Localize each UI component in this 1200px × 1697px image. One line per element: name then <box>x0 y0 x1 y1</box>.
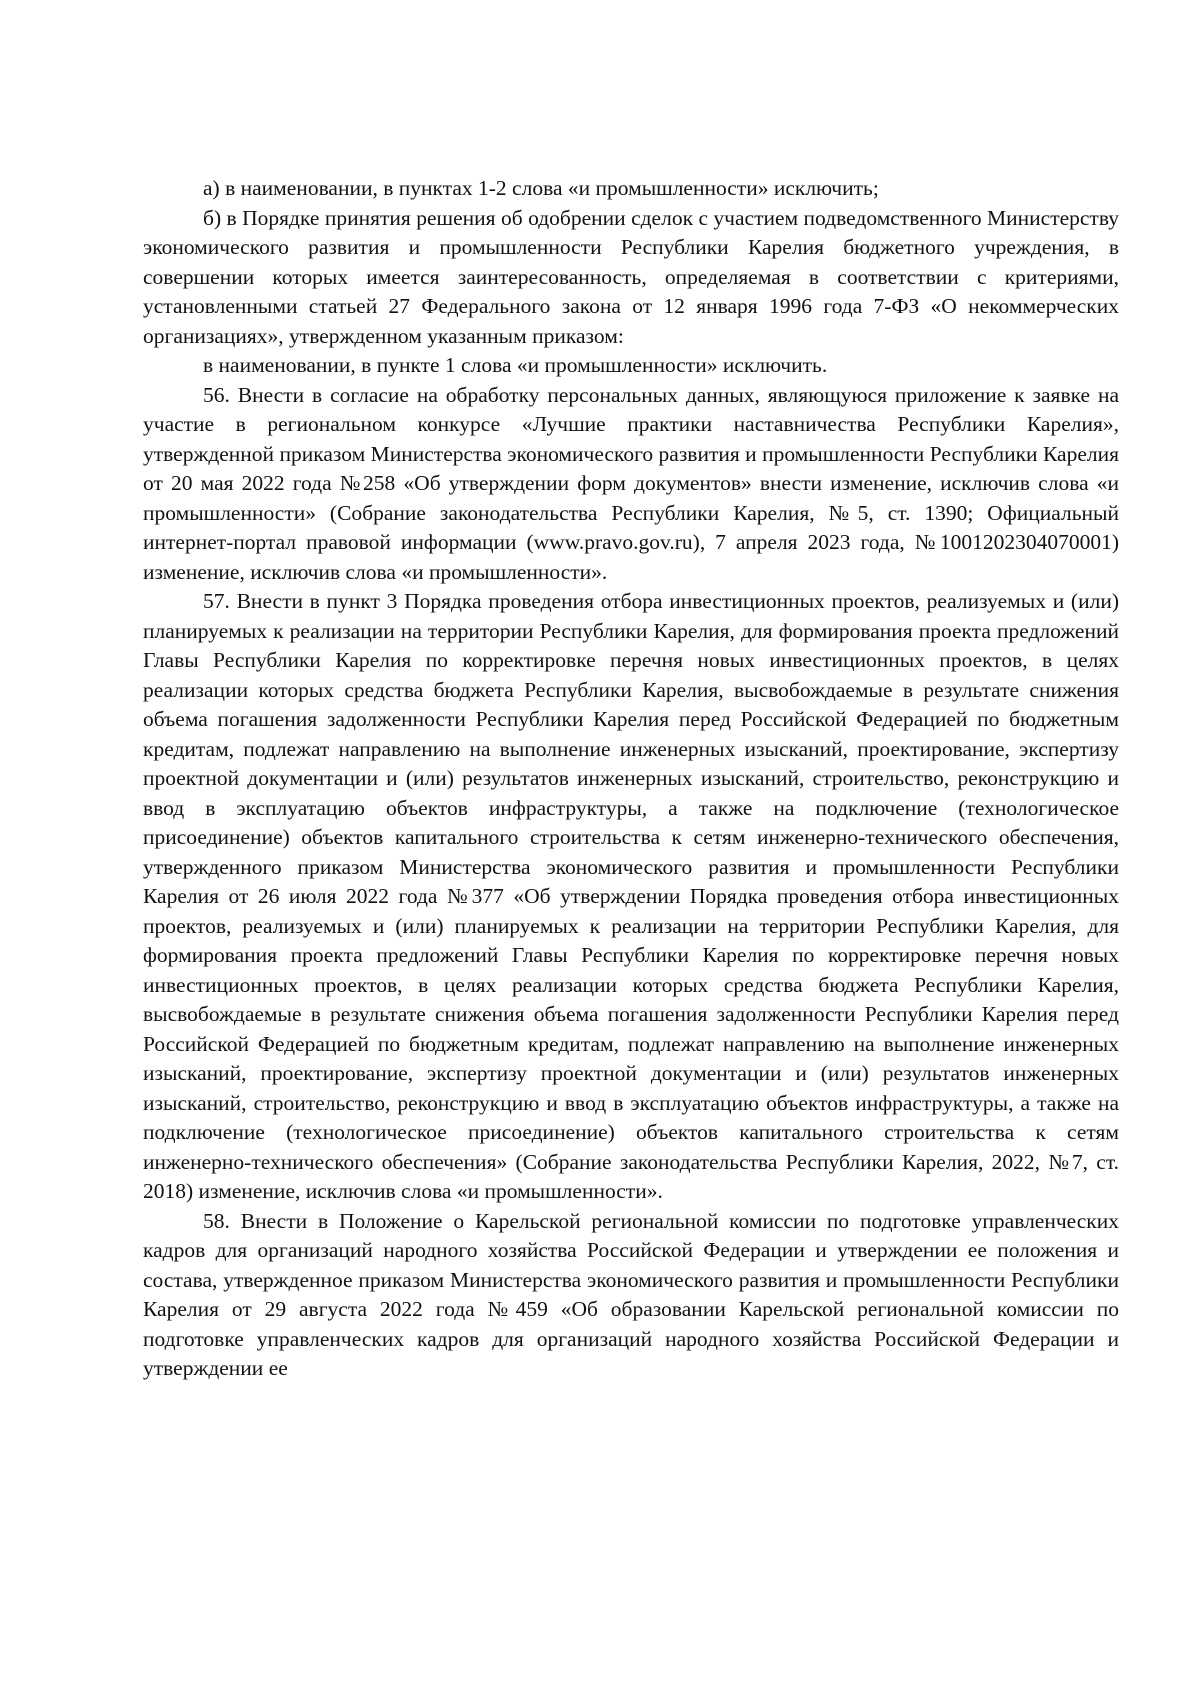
paragraph-a-item: а) в наименовании, в пунктах 1-2 слова «и промышленности» исключить; <box>203 176 879 200</box>
paragraph-b-subitem: в наименовании, в пункте 1 слова «и промышленности» исключить. <box>203 353 828 377</box>
paragraph-b-item: б) в Порядке принятия решения об одобрении сделок с участием подведомственного Министерству экономического развития и промышленности Республики Карелия бюджетного учреждения, в совершении которых имеется заинтересованность, определяемая в соответствии с критериями, установленными статьей 27 Федерального закона от 12 января 1996 года 7-ФЗ «О некоммерческих организациях», утвержденном указанным приказом: <box>143 205 1119 348</box>
paragraph-57: 57. Внести в пункт 3 Порядка проведения отбора инвестиционных проектов, реализуемых и (или) планируемых к реализации на территории Республики Карелия, для формирования проекта предложений Главы Республики Карелия по корректировке перечня новых инвестиционных проектов, в целях реализации которых средства бюджета Республики Карелия, высвобождаемые в результате снижения объема погашения задолженности Республики Карелия перед Российской Федерацией по бюджетным кредитам, подлежат направлению на выполнение инженерных изысканий, проектирование, экспертизу проектной документации и (или) результатов инженерных изысканий, строительство, реконструкцию и ввод в эксплуатацию объектов инфраструктуры, а также на подключение (технологическое присоединение) объектов капитального строительства к сетям инженерно-технического обеспечения, утвержденного приказом Министерства экономического развития и промышленности Республики Карелия от 26 июля 2022 года №377 «Об утверждении Порядка проведения отбора инвестиционных проектов, реализуемых и (или) планируемых к реализации на территории Республики Карелия, для формирования проекта предложений Главы Республики Карелия по корректировке перечня новых инвестиционных проектов, в целях реализации которых средства бюджета Республики Карелия, высвобождаемые в результате снижения объема погашения задолженности Республики Карелия перед Российской Федерацией по бюджетным кредитам, подлежат направлению на выполнение инженерных изысканий, проектирование, экспертизу проектной документации и (или) результатов инженерных изысканий, строительство, реконструкцию и ввод в эксплуатацию объектов инфраструктуры, а также на подключение (технологическое присоединение) объектов капитального строительства к сетям инженерно-технического обеспечения» (Собрание законодательства Республики Карелия, 2022, №7, ст. 2018) изменение, исключив слова «и промышленности». <box>143 589 1119 1203</box>
paragraph-58: 58. Внести в Положение о Карельской региональной комиссии по подготовке управленческих кадров для организаций народного хозяйства Российской Федерации и утверждении ее положения и состава, утвержденное приказом Министерства экономического развития и промышленности Республики Карелия от 29 августа 2022 года №459 «Об образовании Карельской региональной комиссии по подготовке управленческих кадров для организаций народного хозяйства Российской Федерации и утверждении ее <box>143 1208 1119 1380</box>
paragraph-56: 56. Внести в согласие на обработку персональных данных, являющуюся приложение к заявке на участие в региональном конкурсе «Лучшие практики наставничества Республики Карелия», утвержденной приказом Министерства экономического развития и промышленности Республики Карелия от 20 мая 2022 года №258 «Об утверждении форм документов» внести изменение, исключив слова «и промышленности» (Собрание законодательства Республики Карелия, №5, ст. 1390; Официальный интернет-портал правовой информации (www.pravo.gov.ru), 7 апреля 2023 года, №1001202304070001) изменение, исключив слова «и промышленности». <box>143 382 1119 584</box>
document-body <box>143 174 1119 1384</box>
